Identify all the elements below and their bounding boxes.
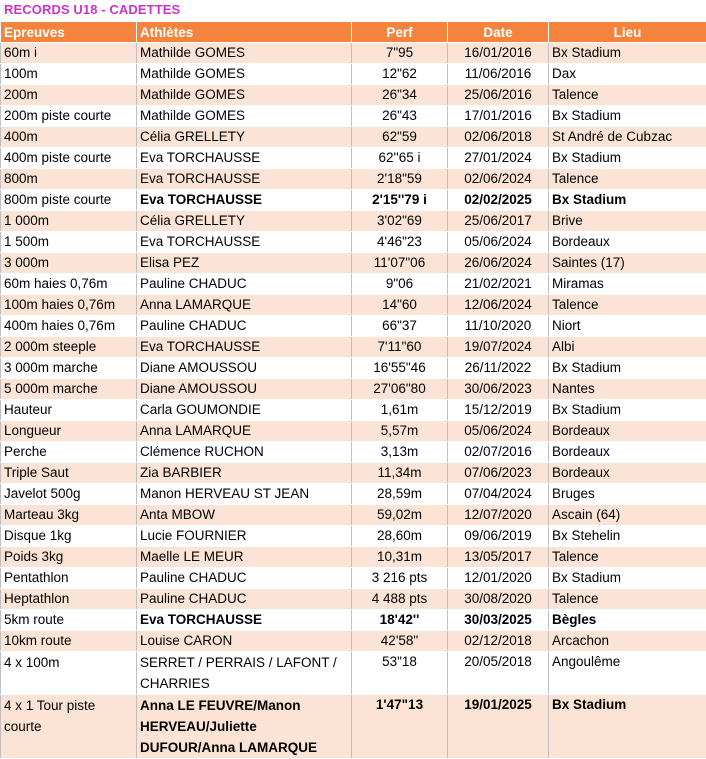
event-cell: 1 500m — [1, 232, 137, 253]
place-cell: Angoulême — [549, 652, 706, 695]
table-row — [1, 589, 706, 610]
perf-cell: 10,31m — [352, 547, 448, 568]
event-cell: Poids 3kg — [1, 547, 137, 568]
event-cell: 4 x 1 Tour piste courte — [1, 695, 137, 759]
place-cell: Bx Stadium — [549, 43, 706, 64]
perf-cell: 3,13m — [352, 442, 448, 463]
perf-cell: 2'15''79 i — [352, 190, 448, 211]
athlete-cell: Anta MBOW — [137, 505, 352, 526]
perf-cell: 3 216 pts — [352, 568, 448, 589]
date-cell: 02/07/2016 — [448, 442, 549, 463]
page-title: RECORDS U18 - CADETTES — [4, 2, 180, 17]
event-cell: 800m — [1, 169, 137, 190]
event-cell: 3 000m — [1, 253, 137, 274]
event-cell: 2 000m steeple — [1, 337, 137, 358]
date-cell: 27/01/2024 — [448, 148, 549, 169]
perf-cell: 3'02"69 — [352, 211, 448, 232]
table-row — [1, 358, 706, 379]
header-date: Date — [448, 22, 549, 43]
athlete-cell: Eva TORCHAUSSE — [137, 610, 352, 631]
table-row — [1, 211, 706, 232]
place-cell: Bx Stadium — [549, 695, 706, 759]
place-cell: Bx Stadium — [549, 148, 706, 169]
perf-cell: 7'11"60 — [352, 337, 448, 358]
place-cell: Talence — [549, 85, 706, 106]
table-row — [1, 316, 706, 337]
event-cell: 10km route — [1, 631, 137, 652]
date-cell: 19/01/2025 — [448, 695, 549, 759]
event-cell: 4 x 100m — [1, 652, 137, 695]
place-cell: Talence — [549, 547, 706, 568]
perf-cell: 1,61m — [352, 400, 448, 421]
athlete-cell: Anna LE FEUVRE/Manon HERVEAU/Juliette DUFOUR/Anna LAMARQUE — [137, 695, 352, 759]
table-row — [1, 379, 706, 400]
date-cell: 13/05/2017 — [448, 547, 549, 568]
event-cell: 100m haies 0,76m — [1, 295, 137, 316]
perf-cell: 1'47"13 — [352, 695, 448, 759]
date-cell: 12/07/2020 — [448, 505, 549, 526]
perf-cell: 11,34m — [352, 463, 448, 484]
table-row — [1, 190, 706, 211]
event-cell: Disque 1kg — [1, 526, 137, 547]
place-cell: Niort — [549, 316, 706, 337]
date-cell: 20/05/2018 — [448, 652, 549, 695]
athlete-cell: Mathilde GOMES — [137, 43, 352, 64]
athlete-cell: Pauline CHADUC — [137, 316, 352, 337]
perf-cell: 66"37 — [352, 316, 448, 337]
perf-cell: 7"95 — [352, 43, 448, 64]
place-cell: Bègles — [549, 610, 706, 631]
perf-cell: 62"59 — [352, 127, 448, 148]
place-cell: Bx Stadium — [549, 400, 706, 421]
table-row — [1, 274, 706, 295]
athlete-cell: Lucie FOURNIER — [137, 526, 352, 547]
place-cell: Nantes — [549, 379, 706, 400]
place-cell: Bordeaux — [549, 232, 706, 253]
place-cell: Talence — [549, 589, 706, 610]
header-row — [1, 22, 706, 43]
date-cell: 30/08/2020 — [448, 589, 549, 610]
place-cell: Arcachon — [549, 631, 706, 652]
place-cell: Talence — [549, 169, 706, 190]
perf-cell: 59,02m — [352, 505, 448, 526]
table-row — [1, 421, 706, 442]
place-cell: Brive — [549, 211, 706, 232]
date-cell: 07/06/2023 — [448, 463, 549, 484]
athlete-cell: Elisa PEZ — [137, 253, 352, 274]
perf-cell: 11'07"06 — [352, 253, 448, 274]
date-cell: 25/06/2017 — [448, 211, 549, 232]
table-row — [1, 127, 706, 148]
athlete-cell: Diane AMOUSSOU — [137, 358, 352, 379]
table-row — [1, 526, 706, 547]
perf-cell: 26"34 — [352, 85, 448, 106]
date-cell: 17/01/2016 — [448, 106, 549, 127]
header-epreuves: Epreuves — [1, 22, 137, 43]
date-cell: 07/04/2024 — [448, 484, 549, 505]
event-cell: 200m piste courte — [1, 106, 137, 127]
date-cell: 16/01/2016 — [448, 43, 549, 64]
date-cell: 30/03/2025 — [448, 610, 549, 631]
event-cell: Pentathlon — [1, 568, 137, 589]
date-cell: 05/06/2024 — [448, 421, 549, 442]
date-cell: 11/06/2016 — [448, 64, 549, 85]
place-cell: Talence — [549, 295, 706, 316]
records-body — [1, 43, 706, 759]
place-cell: Bx Stadium — [549, 106, 706, 127]
perf-cell: 62''65 i — [352, 148, 448, 169]
place-cell: Bruges — [549, 484, 706, 505]
event-cell: 5km route — [1, 610, 137, 631]
table-row — [1, 652, 706, 695]
perf-cell: 53"18 — [352, 652, 448, 695]
athlete-cell: Zia BARBIER — [137, 463, 352, 484]
athlete-cell: Eva TORCHAUSSE — [137, 232, 352, 253]
table-row — [1, 400, 706, 421]
date-cell: 02/06/2018 — [448, 127, 549, 148]
records-table — [0, 21, 706, 759]
perf-cell: 28,60m — [352, 526, 448, 547]
header-perf: Perf — [352, 22, 448, 43]
date-cell: 12/06/2024 — [448, 295, 549, 316]
athlete-cell: Mathilde GOMES — [137, 64, 352, 85]
table-row — [1, 43, 706, 64]
event-cell: 200m — [1, 85, 137, 106]
table-row — [1, 695, 706, 759]
date-cell: 11/10/2020 — [448, 316, 549, 337]
place-cell: Bx Stadium — [549, 190, 706, 211]
table-row — [1, 631, 706, 652]
perf-cell: 14"60 — [352, 295, 448, 316]
event-cell: Marteau 3kg — [1, 505, 137, 526]
athlete-cell: Mathilde GOMES — [137, 85, 352, 106]
event-cell: Hauteur — [1, 400, 137, 421]
place-cell: Albi — [549, 337, 706, 358]
event-cell: 800m piste courte — [1, 190, 137, 211]
place-cell: Bx Stehelin — [549, 526, 706, 547]
event-cell: 100m — [1, 64, 137, 85]
event-cell: 1 000m — [1, 211, 137, 232]
event-cell: Longueur — [1, 421, 137, 442]
table-row — [1, 505, 706, 526]
event-cell: Heptathlon — [1, 589, 137, 610]
athlete-cell: Pauline CHADUC — [137, 589, 352, 610]
date-cell: 12/01/2020 — [448, 568, 549, 589]
perf-cell: 2'18"59 — [352, 169, 448, 190]
place-cell: Bx Stadium — [549, 358, 706, 379]
athlete-cell: Manon HERVEAU ST JEAN — [137, 484, 352, 505]
athlete-cell: Pauline CHADUC — [137, 274, 352, 295]
event-cell: 3 000m marche — [1, 358, 137, 379]
athlete-cell: Louise CARON — [137, 631, 352, 652]
table-row — [1, 232, 706, 253]
table-row — [1, 547, 706, 568]
athlete-cell: Mathilde GOMES — [137, 106, 352, 127]
perf-cell: 42'58" — [352, 631, 448, 652]
date-cell: 19/07/2024 — [448, 337, 549, 358]
event-cell: 400m haies 0,76m — [1, 316, 137, 337]
event-cell: Triple Saut — [1, 463, 137, 484]
event-cell: 5 000m marche — [1, 379, 137, 400]
table-row — [1, 169, 706, 190]
perf-cell: 16'55"46 — [352, 358, 448, 379]
place-cell: Bx Stadium — [549, 568, 706, 589]
perf-cell: 28,59m — [352, 484, 448, 505]
place-cell: Ascain (64) — [549, 505, 706, 526]
date-cell: 26/11/2022 — [448, 358, 549, 379]
athlete-cell: Eva TORCHAUSSE — [137, 148, 352, 169]
date-cell: 26/06/2024 — [448, 253, 549, 274]
athlete-cell: Pauline CHADUC — [137, 568, 352, 589]
date-cell: 09/06/2019 — [448, 526, 549, 547]
table-row — [1, 106, 706, 127]
perf-cell: 4 488 pts — [352, 589, 448, 610]
event-cell: Perche — [1, 442, 137, 463]
athlete-cell: Maelle LE MEUR — [137, 547, 352, 568]
date-cell: 25/06/2016 — [448, 85, 549, 106]
date-cell: 02/12/2018 — [448, 631, 549, 652]
athlete-cell: Eva TORCHAUSSE — [137, 337, 352, 358]
event-cell: Javelot 500g — [1, 484, 137, 505]
place-cell: Miramas — [549, 274, 706, 295]
perf-cell: 9"06 — [352, 274, 448, 295]
athlete-cell: Eva TORCHAUSSE — [137, 190, 352, 211]
athlete-cell: Clémence RUCHON — [137, 442, 352, 463]
perf-cell: 18'42'' — [352, 610, 448, 631]
table-row — [1, 148, 706, 169]
place-cell: Bordeaux — [549, 421, 706, 442]
athlete-cell: Carla GOUMONDIE — [137, 400, 352, 421]
table-row — [1, 442, 706, 463]
athlete-cell: Diane AMOUSSOU — [137, 379, 352, 400]
athlete-cell: SERRET / PERRAIS / LAFONT / CHARRIES — [137, 652, 352, 695]
date-cell: 21/02/2021 — [448, 274, 549, 295]
header-athletes: Athlètes — [137, 22, 352, 43]
athlete-cell: Eva TORCHAUSSE — [137, 169, 352, 190]
perf-cell: 26"43 — [352, 106, 448, 127]
event-cell: 400m — [1, 127, 137, 148]
date-cell: 02/02/2025 — [448, 190, 549, 211]
table-row — [1, 85, 706, 106]
place-cell: Bordeaux — [549, 442, 706, 463]
date-cell: 30/06/2023 — [448, 379, 549, 400]
table-row — [1, 253, 706, 274]
date-cell: 15/12/2019 — [448, 400, 549, 421]
athlete-cell: Célia GRELLETY — [137, 211, 352, 232]
perf-cell: 27'06"80 — [352, 379, 448, 400]
event-cell: 60m i — [1, 43, 137, 64]
table-row — [1, 64, 706, 85]
table-row — [1, 295, 706, 316]
place-cell: St André de Cubzac — [549, 127, 706, 148]
event-cell: 60m haies 0,76m — [1, 274, 137, 295]
perf-cell: 4'46"23 — [352, 232, 448, 253]
place-cell: Dax — [549, 64, 706, 85]
athlete-cell: Célia GRELLETY — [137, 127, 352, 148]
table-row — [1, 568, 706, 589]
athlete-cell: Anna LAMARQUE — [137, 421, 352, 442]
athlete-cell: Anna LAMARQUE — [137, 295, 352, 316]
perf-cell: 5,57m — [352, 421, 448, 442]
table-row — [1, 484, 706, 505]
date-cell: 05/06/2024 — [448, 232, 549, 253]
table-row — [1, 610, 706, 631]
table-row — [1, 463, 706, 484]
table-row — [1, 337, 706, 358]
perf-cell: 12"62 — [352, 64, 448, 85]
date-cell: 02/06/2024 — [448, 169, 549, 190]
place-cell: Saintes (17) — [549, 253, 706, 274]
place-cell: Bordeaux — [549, 463, 706, 484]
event-cell: 400m piste courte — [1, 148, 137, 169]
header-lieu: Lieu — [549, 22, 706, 43]
